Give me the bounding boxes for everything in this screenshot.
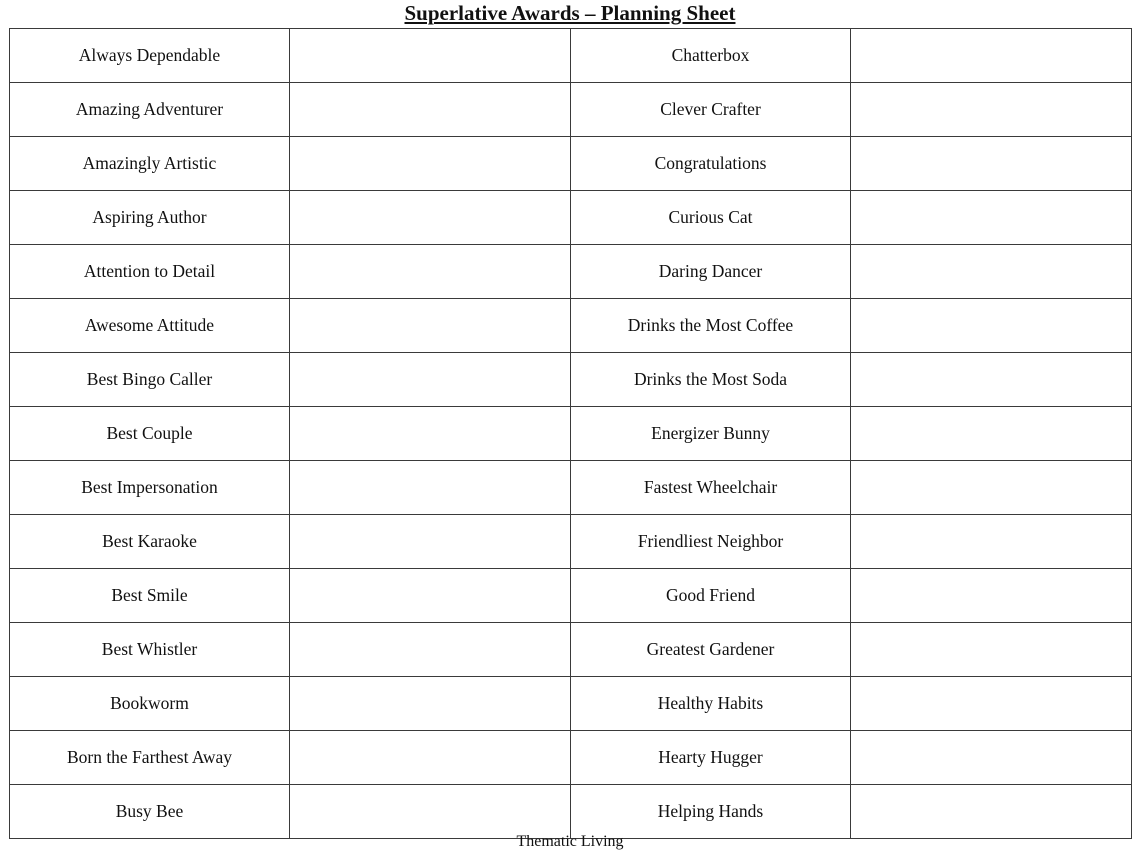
- award-name-left: Aspiring Author: [10, 191, 290, 245]
- award-name-right: Daring Dancer: [571, 245, 851, 299]
- nominee-cell-right[interactable]: [851, 353, 1132, 407]
- nominee-cell-left[interactable]: [290, 353, 571, 407]
- award-name-left: Always Dependable: [10, 29, 290, 83]
- table-row: [10, 407, 1132, 461]
- award-name-left: Best Impersonation: [10, 461, 290, 515]
- table-row: [10, 785, 1132, 839]
- award-name-right: Good Friend: [571, 569, 851, 623]
- nominee-cell-left[interactable]: [290, 137, 571, 191]
- nominee-cell-right[interactable]: [851, 731, 1132, 785]
- award-name-right: Healthy Habits: [571, 677, 851, 731]
- award-name-right: Fastest Wheelchair: [571, 461, 851, 515]
- nominee-cell-right[interactable]: [851, 245, 1132, 299]
- nominee-cell-left[interactable]: [290, 245, 571, 299]
- nominee-cell-left[interactable]: [290, 623, 571, 677]
- award-name-left: Best Karaoke: [10, 515, 290, 569]
- nominee-cell-right[interactable]: [851, 407, 1132, 461]
- nominee-cell-left[interactable]: [290, 83, 571, 137]
- award-name-right: Helping Hands: [571, 785, 851, 839]
- award-name-right: Congratulations: [571, 137, 851, 191]
- table-row: [10, 137, 1132, 191]
- award-name-left: Busy Bee: [10, 785, 290, 839]
- nominee-cell-right[interactable]: [851, 569, 1132, 623]
- award-name-left: Born the Farthest Away: [10, 731, 290, 785]
- nominee-cell-left[interactable]: [290, 407, 571, 461]
- nominee-cell-right[interactable]: [851, 29, 1132, 83]
- table-row: [10, 623, 1132, 677]
- nominee-cell-left[interactable]: [290, 677, 571, 731]
- nominee-cell-left[interactable]: [290, 191, 571, 245]
- page-title: Superlative Awards – Planning Sheet: [404, 1, 736, 25]
- awards-table: [9, 28, 1132, 839]
- award-name-left: Amazing Adventurer: [10, 83, 290, 137]
- nominee-cell-right[interactable]: [851, 515, 1132, 569]
- award-name-right: Curious Cat: [571, 191, 851, 245]
- award-name-left: Amazingly Artistic: [10, 137, 290, 191]
- table-row: [10, 245, 1132, 299]
- award-name-left: Best Smile: [10, 569, 290, 623]
- nominee-cell-right[interactable]: [851, 299, 1132, 353]
- nominee-cell-right[interactable]: [851, 83, 1132, 137]
- award-name-right: Clever Crafter: [571, 83, 851, 137]
- award-name-left: Awesome Attitude: [10, 299, 290, 353]
- table-row: [10, 353, 1132, 407]
- table-row: [10, 83, 1132, 137]
- award-name-right: Drinks the Most Soda: [571, 353, 851, 407]
- footer-credit: Thematic Living: [516, 833, 624, 850]
- table-row: [10, 677, 1132, 731]
- nominee-cell-right[interactable]: [851, 677, 1132, 731]
- award-name-right: Greatest Gardener: [571, 623, 851, 677]
- nominee-cell-left[interactable]: [290, 299, 571, 353]
- table-row: [10, 29, 1132, 83]
- award-name-left: Best Bingo Caller: [10, 353, 290, 407]
- award-name-right: Chatterbox: [571, 29, 851, 83]
- nominee-cell-right[interactable]: [851, 623, 1132, 677]
- award-name-left: Bookworm: [10, 677, 290, 731]
- nominee-cell-left[interactable]: [290, 29, 571, 83]
- award-name-left: Attention to Detail: [10, 245, 290, 299]
- award-name-left: Best Whistler: [10, 623, 290, 677]
- nominee-cell-left[interactable]: [290, 731, 571, 785]
- table-row: [10, 191, 1132, 245]
- award-name-right: Drinks the Most Coffee: [571, 299, 851, 353]
- nominee-cell-left[interactable]: [290, 461, 571, 515]
- table-row: [10, 515, 1132, 569]
- nominee-cell-right[interactable]: [851, 191, 1132, 245]
- nominee-cell-left[interactable]: [290, 515, 571, 569]
- nominee-cell-right[interactable]: [851, 137, 1132, 191]
- award-name-right: Hearty Hugger: [571, 731, 851, 785]
- award-name-left: Best Couple: [10, 407, 290, 461]
- nominee-cell-right[interactable]: [851, 785, 1132, 839]
- award-name-right: Friendliest Neighbor: [571, 515, 851, 569]
- table-row: [10, 569, 1132, 623]
- table-row: [10, 731, 1132, 785]
- nominee-cell-right[interactable]: [851, 461, 1132, 515]
- award-name-right: Energizer Bunny: [571, 407, 851, 461]
- table-row: [10, 461, 1132, 515]
- table-row: [10, 299, 1132, 353]
- nominee-cell-left[interactable]: [290, 785, 571, 839]
- nominee-cell-left[interactable]: [290, 569, 571, 623]
